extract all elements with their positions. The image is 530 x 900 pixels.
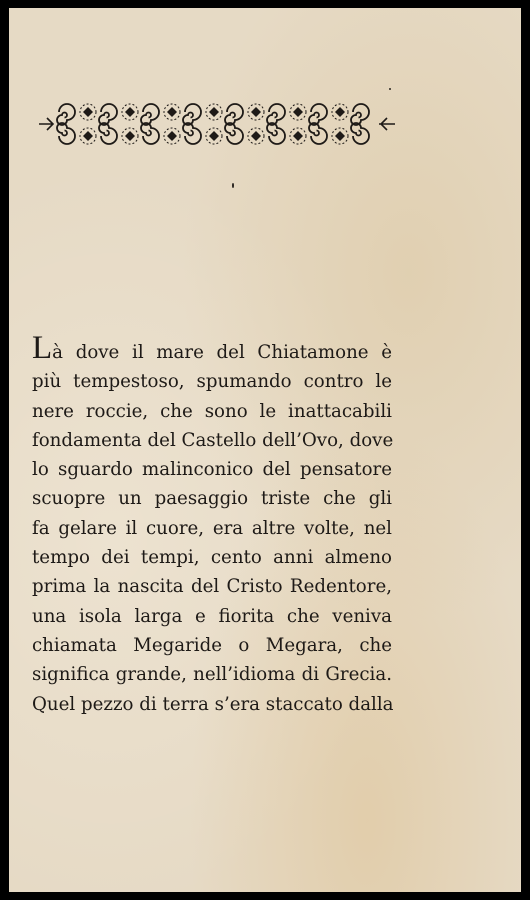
text-line: nere roccie, che sono le inattacabili (32, 400, 392, 422)
drop-cap: L (32, 330, 53, 366)
text-line: chiamata Megaride o Megara, che (32, 634, 392, 656)
text-line: lo sguardo malinconico del pensatore (32, 459, 392, 481)
text-line: fa gelare il cuore, era altre volte, nel (32, 517, 392, 539)
text-line: fondamenta del Castello dell’Ovo, dove (32, 429, 394, 451)
text-line: significa grande, nell’idioma di Grecia. (32, 664, 392, 686)
text-line: tempo dei tempi, cento anni almeno (32, 547, 392, 569)
body-text (32, 330, 394, 719)
text-line: Là dove il mare del Chiatamone è (32, 330, 392, 366)
scroll-ornament-icon (37, 96, 397, 152)
text-line: scuopre un paesaggio triste che gli (32, 488, 392, 510)
text-line: prima la nascita del Cristo Redentore, (32, 576, 392, 598)
ink-speck (232, 183, 234, 188)
text-line: più tempestoso, spumando contro le (32, 371, 392, 393)
book-page (9, 8, 521, 892)
text-line: Quel pezzo di terra s’era staccato dalla (32, 693, 394, 715)
text-line: una isola larga e fiorita che veniva (32, 605, 392, 627)
ink-speck (389, 88, 391, 90)
